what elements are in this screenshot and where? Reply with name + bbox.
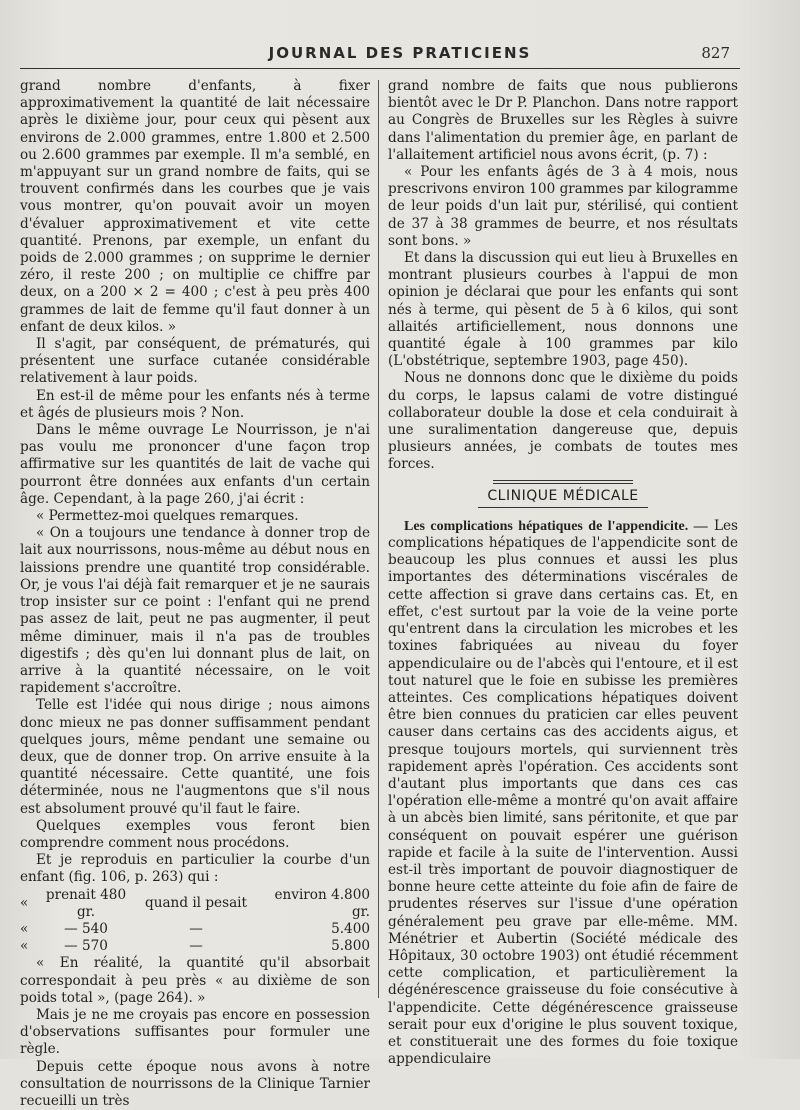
paragraph: Nous ne donnons donc que le dixième du poids du corps, le lapsus calami de votre distingué collaborateur double la dose et cela conduirait à une suralimentation dangereuse que, depuis plusieurs années, je combats de toutes mes forces.	[388, 370, 738, 473]
section-underline	[478, 507, 648, 508]
article-body: Les complications hépatiques de l'appendicite sont de beaucoup les plus connues et aussi les plus importantes des déterminations viscérales de cette affection si grave dans certains cas. Et, en effet, c'est surtout par la voie de la veine porte qu'entrent dans la circulation les microbes et les toxines fabriquées au niveau du foyer appendiculaire ou de l'abcès qui l'entoure, et il est tout naturel que le foie en subisse les premières atteintes. Ces complications hépatiques doivent être bien connues du praticien car elles peuvent causer dans certains cas des accidents aigus, et presque toujours mortels, qui surviennent très rapidement après l'opération. Ces accidents sont d'autant plus importants que dans ces cas l'opération elle-même a montré qu'on avait affaire à un abcès bien limité, sans péritonite, et que par conséquent on pouvait espérer une guérison rapide et facile à la suite de l'intervention. Aussi est-il très important de pouvoir diagnostiquer de bonne heure cette atteinte du foie afin de faire de prudentes réserves sur l'issue d'une opération généralement peu grave par elle-même. MM. Ménétrier et Aubertin (Société médicale des Hôpitaux, 30 octobre 1903) ont étudié récemment cette complication, et particulièrement la dégénérescence graisseuse du foie consécutive à l'appendicite. Cette dégénérescence graisseuse serait pour eux d'origine le plus souvent toxique, et constituerait une des formes du foie toxique appendiculaire	[388, 517, 738, 1068]
paragraph: En est-il de même pour les enfants nés à terme et âgés de plusieurs mois ? Non.	[20, 387, 370, 421]
page-header	[20, 44, 780, 66]
table-row: « — 570 — 5.800	[20, 938, 370, 955]
article-paragraph	[388, 518, 738, 1069]
page-number: 827	[701, 44, 730, 62]
left-column	[20, 78, 370, 1110]
table-row: « prenait 480 gr. quand il pesait environ 4.800 gr.	[20, 886, 370, 920]
journal-title: JOURNAL DES PRATICIENS	[268, 44, 532, 62]
paragraph: grand nombre d'enfants, à fixer approximativement la quantité de lait nécessaire après le dixième jour, pour ceux qui pèsent aux environs de 2.000 grammes, entre 1.800 et 2.500 ou 2.600 grammes par exemple. Il m'a semblé, en m'appuyant sur un grand nombre de faits, qui se trouvent confirmés dans les courbes que je vais vous montrer, qu'on pouvait avoir un moyen d'évaluer approximativement et vite cette quantité. Prenons, par exemple, un enfant du poids de 2.000 grammes ; on supprime le dernier zéro, il reste 200 ; on multiplie ce chiffre par deux, on a 200 × 2 = 400 ; c'est à peu près 400 grammes de lait de femme qu'il faut donner à un enfant de deux kilos. »	[20, 78, 370, 335]
table-row: « — 540 — 5.400	[20, 920, 370, 937]
column-divider	[378, 80, 379, 998]
section-ornament-rules	[493, 480, 633, 484]
paragraph: « En réalité, la quantité qu'il absorbait correspondait à peu près « au dixième de son poids total », (page 264). »	[20, 955, 370, 1006]
paragraph: « Pour les enfants âgés de 3 à 4 mois, nous prescrivons environ 100 grammes par kilogramme de leur poids d'un lait pur, stérilisé, qui contient de 37 à 38 grammes de beurre, et nos résultats sont bons. »	[388, 164, 738, 249]
paragraph: Et je reproduis en particulier la courbe d'un enfant (fig. 106, p. 263) qui :	[20, 852, 370, 886]
header-rule	[20, 68, 740, 69]
paragraph: Quelques exemples vous feront bien comprendre comment nous procédons.	[20, 817, 370, 851]
paragraph: Telle est l'idée qui nous dirige ; nous aimons donc mieux ne pas donner suffisamment pendant quelques jours, même pendant une semaine ou deux, que de donner trop. On arrive ensuite à la quantité nécessaire. Cette quantité, une fois déterminée, nous ne l'augmentons que s'il nous est absolument prouvé qu'il faut le faire.	[20, 697, 370, 817]
paragraph: Mais je ne me croyais pas encore en possession d'observations suffisantes pour formuler une règle.	[20, 1006, 370, 1058]
paragraph: Dans le même ouvrage Le Nourrisson, je n'ai pas voulu me prononcer d'une façon trop affirmative sur les quantités de lait de vache qui pourront être données aux enfants d'un certain âge. Cependant, à la page 260, j'ai écrit :	[20, 422, 370, 507]
paragraph: « On a toujours une tendance à donner trop de lait aux nourrissons, nous-même au début nous en laissions prendre une quantité trop considérable. Or, je vous l'ai déjà fait remarquer et je ne saurais trop insister sur ce point : l'enfant qui ne prend pas assez de lait, peut ne pas augmenter, il peut même diminuer, mais il n'a pas de troubles digestifs ; dès qu'en lui donnant plus de lait, on arrive à la quantité nécessaire, on le voit rapidement s'accroître.	[20, 525, 370, 697]
paragraph: Depuis cette époque nous avons à notre consultation de nourrissons de la Clinique Tarnier recueilli un très	[20, 1058, 370, 1109]
section-title: CLINIQUE MÉDICALE	[487, 487, 639, 504]
paragraph: Et dans la discussion qui eut lieu à Bruxelles en montrant plusieurs courbes à l'appui de mon opinion je déclarai que pour les enfants qui sont nés à terme, qui pèsent de 5 à 6 kilos, qui sont allaités artificiellement, nous donnons une quantité égale à 100 grammes par kilo (L'obstétrique, septembre 1903, page 450).	[388, 250, 738, 370]
paragraph: « Permettez-moi quelques remarques.	[36, 508, 299, 525]
right-column	[388, 78, 738, 1068]
paragraph: grand nombre de faits que nous publierons bientôt avec le Dr P. Planchon. Dans notre rapport au Congrès de Bruxelles sur les Règles à suivre dans l'alimentation du premier âge, en parlant de l'allaitement artificiel nous avons écrit, (p. 7) :	[388, 78, 738, 163]
article-title: Les complications hépatiques de l'appendicite. —	[404, 518, 708, 534]
feeding-quote-table	[20, 887, 370, 956]
paragraph: Il s'agit, par conséquent, de prématurés, qui présentent une surface cutanée considérable relativement à laur poids.	[20, 336, 370, 387]
